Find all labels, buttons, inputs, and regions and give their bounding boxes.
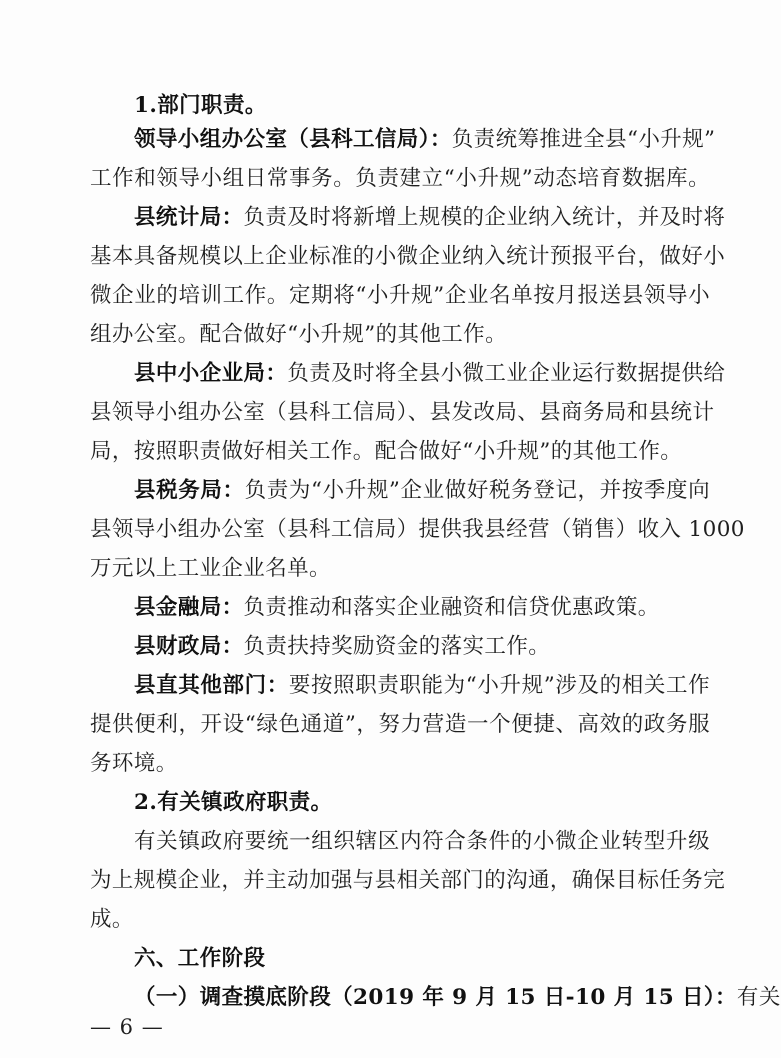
paragraph-line — [134, 633, 710, 661]
department-label: 县税务局： — [134, 478, 245, 503]
line-text: 成。 — [90, 907, 134, 932]
paragraph-line — [90, 438, 710, 466]
department-label: 县统计局： — [134, 205, 244, 230]
line-text: 基本具备规模以上企业标准的小微企业纳入统计预报平台，做好小 — [90, 244, 726, 269]
line-text: 微企业的培训工作。定期将“小升规”企业名单按月报送县领导小 — [90, 283, 710, 308]
line-text: 负责扶持奖励资金的落实工作。 — [243, 634, 551, 659]
paragraph-line — [90, 867, 726, 895]
section-heading — [134, 945, 710, 973]
phase-label: （一）调查摸底阶段（2019 年 9 月 15 日-10 月 15 日）： — [134, 985, 737, 1010]
paragraph-line — [90, 750, 710, 778]
section-heading — [134, 789, 710, 817]
department-label: 县财政局： — [134, 634, 244, 659]
paragraph-line — [90, 906, 710, 934]
paragraph-line — [134, 984, 781, 1012]
department-label: 县直其他部门： — [134, 673, 289, 698]
department-label: 县中小企业局： — [134, 361, 288, 386]
heading-text: 六、工作阶段 — [134, 946, 266, 971]
line-text: 负责及时将新增上规模的企业纳入统计，并及时将 — [243, 205, 726, 230]
line-text: 县领导小组办公室（县科工信局）提供我县经营（销售）收入 1000 — [90, 517, 745, 542]
line-text: 有关镇政府要统一组织辖区内符合条件的小微企业转型升级 — [134, 829, 710, 854]
line-text: 负责统筹推进全县“小升规” — [451, 127, 716, 152]
line-text: 县领导小组办公室（县科工信局）、县发改局、县商务局和县统计 — [90, 400, 715, 425]
paragraph-line — [90, 711, 710, 739]
paragraph-line — [134, 126, 716, 154]
line-text: 提供便利，开设“绿色通道”，努力营造一个便捷、高效的政务服 — [90, 712, 710, 737]
paragraph-line — [90, 243, 726, 271]
paragraph-line — [134, 594, 710, 622]
line-text: 局，按照职责做好相关工作。配合做好“小升规”的其他工作。 — [90, 439, 683, 464]
line-text: 有关 — [736, 985, 781, 1010]
heading-text: 2.有关镇政府职责。 — [134, 790, 333, 815]
line-text: 组办公室。配合做好“小升规”的其他工作。 — [90, 322, 507, 347]
line-text: 负责推动和落实企业融资和信贷优惠政策。 — [243, 595, 660, 620]
page-number: — 6 — — [90, 1015, 164, 1039]
line-text: 万元以上工业企业名单。 — [90, 556, 331, 581]
paragraph-line — [90, 555, 710, 583]
paragraph-line — [134, 672, 710, 700]
line-text: 要按照职责职能为“小升规”涉及的相关工作 — [288, 673, 710, 698]
line-text: 负责为“小升规”企业做好税务登记，并按季度向 — [244, 478, 710, 503]
line-text: 务环境。 — [90, 751, 178, 776]
line-text: 工作和领导小组日常事务。负责建立“小升规”动态培育数据库。 — [90, 166, 710, 191]
paragraph-line — [134, 828, 710, 856]
paragraph-line — [90, 165, 710, 193]
paragraph-line — [90, 321, 710, 349]
paragraph-line — [90, 516, 745, 544]
department-label: 领导小组办公室（县科工信局）： — [134, 127, 452, 152]
paragraph-line — [134, 360, 726, 388]
department-label: 县金融局： — [134, 595, 244, 620]
paragraph-line — [90, 399, 715, 427]
heading-text: 1.部门职责。 — [134, 93, 267, 118]
paragraph-line — [90, 282, 710, 310]
paragraph-line — [134, 477, 710, 505]
line-text: 负责及时将全县小微工业企业运行数据提供给 — [287, 361, 726, 386]
section-heading — [134, 92, 710, 120]
line-text: 为上规模企业，并主动加强与县相关部门的沟通，确保目标任务完 — [90, 868, 726, 893]
paragraph-line — [134, 204, 726, 232]
